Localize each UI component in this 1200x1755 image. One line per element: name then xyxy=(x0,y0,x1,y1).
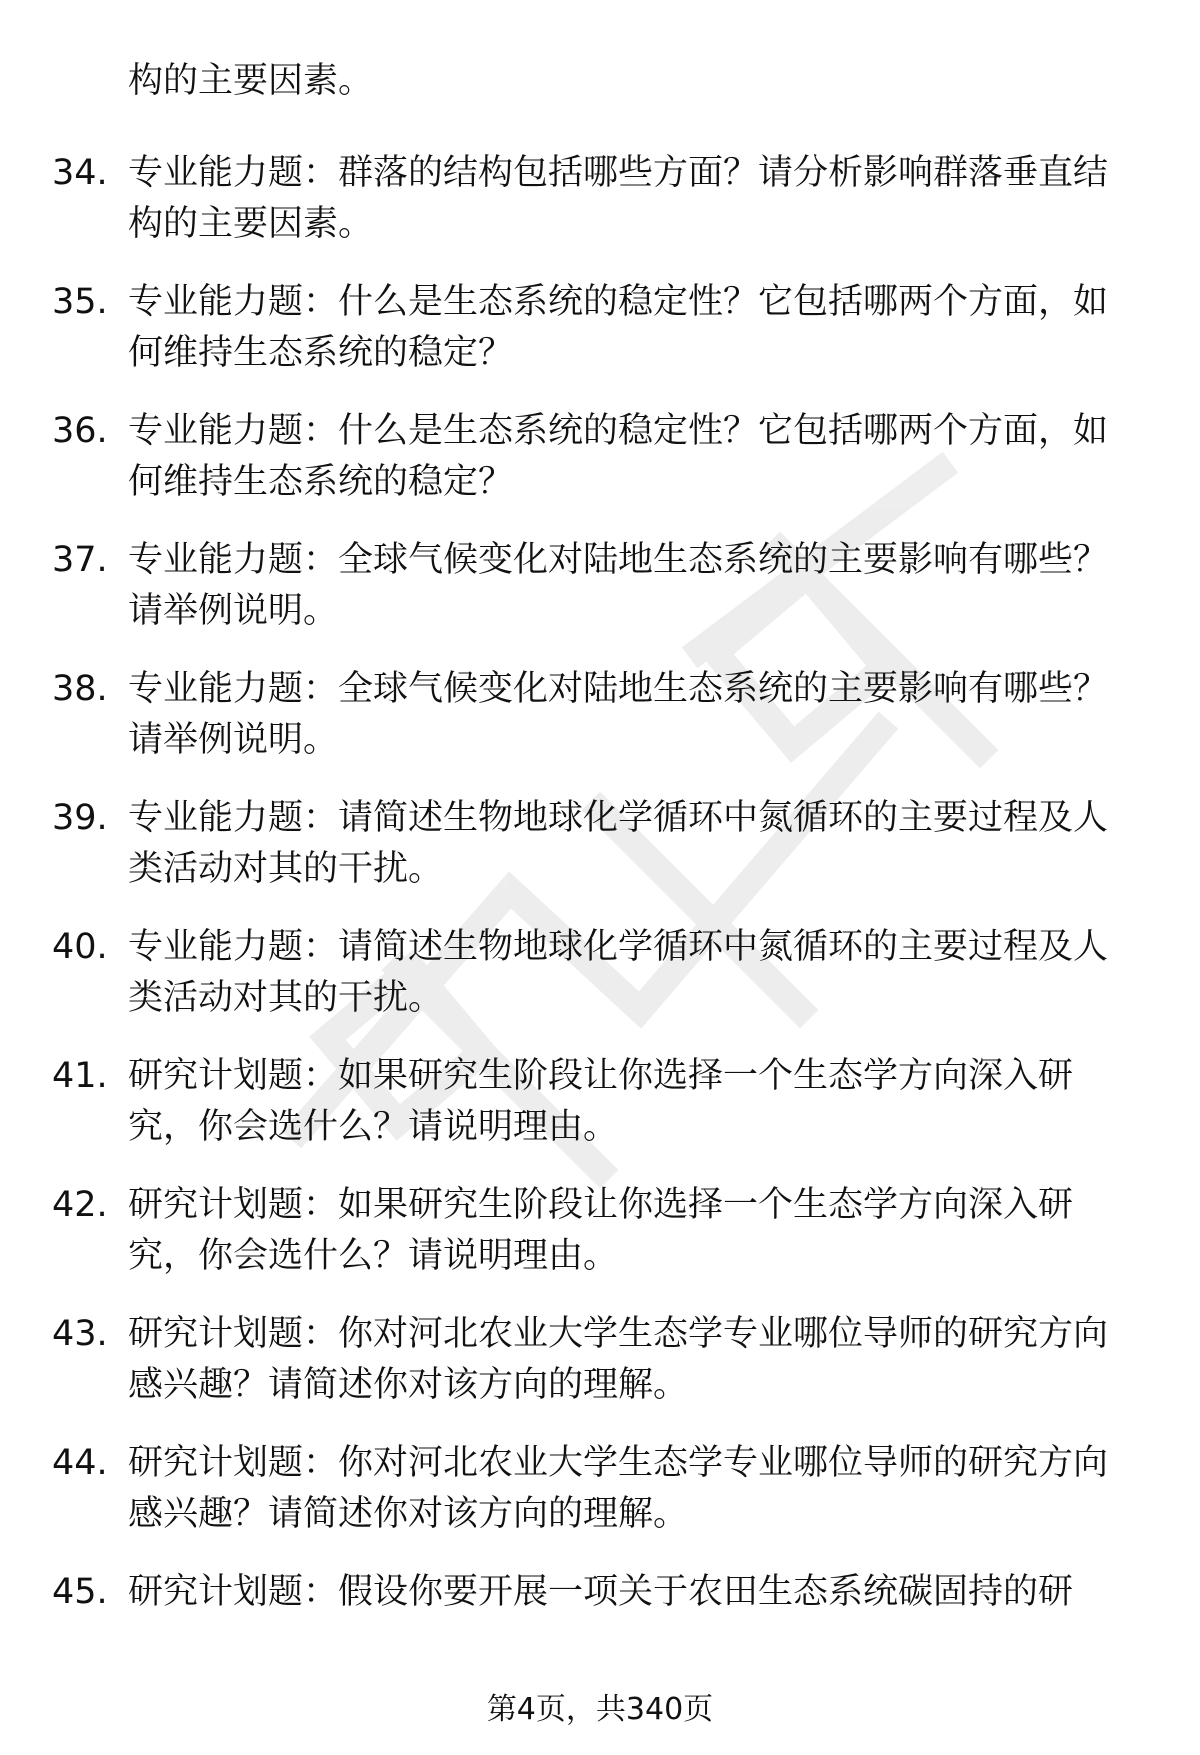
question-item xyxy=(0,1180,1200,1309)
question-number: 38. xyxy=(52,669,108,709)
question-line: 何维持生态系统的稳定？ xyxy=(128,333,514,373)
question-line: 何维持生态系统的稳定？ xyxy=(128,462,514,502)
question-number: 41. xyxy=(52,1056,108,1096)
question-item xyxy=(0,277,1200,406)
question-item xyxy=(0,1438,1200,1567)
question-number: 39. xyxy=(52,798,108,838)
question-item xyxy=(0,1051,1200,1180)
question-text xyxy=(128,922,1138,1024)
question-text xyxy=(128,535,1138,637)
question-line: 感兴趣？请简述你对该方向的理解。 xyxy=(128,1365,689,1405)
question-text xyxy=(128,406,1138,508)
question-line: 请举例说明。 xyxy=(128,591,339,631)
question-text xyxy=(128,148,1138,250)
question-text xyxy=(128,664,1138,766)
question-line: 类活动对其的干扰。 xyxy=(128,978,444,1018)
question-number: 45. xyxy=(52,1572,108,1612)
question-number: 40. xyxy=(52,927,108,967)
question-text xyxy=(128,1567,1138,1618)
question-item xyxy=(0,535,1200,664)
continuation-line: 构的主要因素。 xyxy=(128,61,374,101)
question-line: 专业能力题：全球气候变化对陆地生态系统的主要影响有哪些？ xyxy=(128,540,1109,580)
question-line: 专业能力题：什么是生态系统的稳定性？它包括哪两个方面，如 xyxy=(128,411,1109,451)
question-line: 研究计划题：假设你要开展一项关于农田生态系统碳固持的研 xyxy=(128,1572,1074,1612)
question-line: 专业能力题：请简述生物地球化学循环中氮循环的主要过程及人 xyxy=(128,927,1109,967)
question-item xyxy=(0,406,1200,535)
question-line: 专业能力题：请简述生物地球化学循环中氮循环的主要过程及人 xyxy=(128,798,1109,838)
page-footer: 第4页，共340页 xyxy=(486,1692,714,1727)
question-line: 研究计划题：你对河北农业大学生态学专业哪位导师的研究方向 xyxy=(128,1443,1109,1483)
question-line: 构的主要因素。 xyxy=(128,204,374,244)
question-line: 研究计划题：你对河北农业大学生态学专业哪位导师的研究方向 xyxy=(128,1314,1109,1354)
question-item xyxy=(0,1567,1200,1696)
question-line: 专业能力题：什么是生态系统的稳定性？它包括哪两个方面，如 xyxy=(128,282,1109,322)
question-text xyxy=(128,277,1138,379)
question-item xyxy=(0,1309,1200,1438)
question-number: 35. xyxy=(52,282,108,322)
question-line: 研究计划题：如果研究生阶段让你选择一个生态学方向深入研 xyxy=(128,1185,1074,1225)
question-line: 究，你会选什么？请说明理由。 xyxy=(128,1107,619,1147)
question-list xyxy=(0,148,1200,1696)
question-text xyxy=(128,1309,1138,1411)
question-number: 43. xyxy=(52,1314,108,1354)
question-line: 专业能力题：全球气候变化对陆地生态系统的主要影响有哪些？ xyxy=(128,669,1109,709)
question-number: 42. xyxy=(52,1185,108,1225)
question-number: 37. xyxy=(52,540,108,580)
question-text xyxy=(128,1051,1138,1153)
question-item xyxy=(0,664,1200,793)
question-item xyxy=(0,148,1200,277)
question-line: 请举例说明。 xyxy=(128,720,339,760)
question-line: 感兴趣？请简述你对该方向的理解。 xyxy=(128,1494,689,1534)
question-item xyxy=(0,922,1200,1051)
question-text xyxy=(128,793,1138,895)
question-line: 专业能力题：群落的结构包括哪些方面？请分析影响群落垂直结 xyxy=(128,153,1109,193)
question-text xyxy=(128,1180,1138,1282)
question-number: 36. xyxy=(52,411,108,451)
question-text xyxy=(128,1438,1138,1540)
question-line: 研究计划题：如果研究生阶段让你选择一个生态学方向深入研 xyxy=(128,1056,1074,1096)
question-number: 44. xyxy=(52,1443,108,1483)
question-number: 34. xyxy=(52,153,108,193)
question-line: 类活动对其的干扰。 xyxy=(128,849,444,889)
question-item xyxy=(0,793,1200,922)
question-line: 究，你会选什么？请说明理由。 xyxy=(128,1236,619,1276)
